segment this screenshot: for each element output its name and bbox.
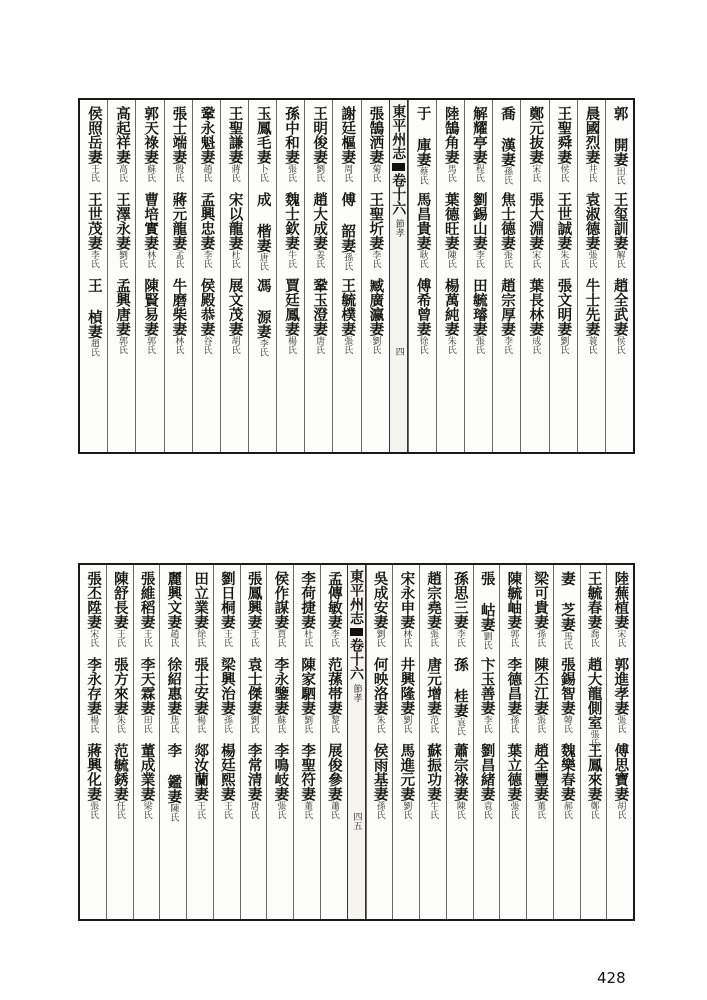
record-entry: 李 鑑妻陳氏 <box>165 743 183 822</box>
text-column <box>361 100 389 452</box>
record-entry: 侯作謀妻賈氏 <box>272 571 290 647</box>
record-entry: 成 楷妻唐氏 <box>254 192 272 271</box>
record-entry: 趙宗厚妻李氏 <box>499 278 517 354</box>
record-entry: 曹培實妻林氏 <box>142 192 160 268</box>
record-entry: 蕭宗祿妻陳氏 <box>451 743 469 819</box>
text-column <box>332 100 360 452</box>
record-entry: 田毓璿妻張氏 <box>470 278 488 354</box>
record-entry: 王 楨妻趙氏 <box>85 278 103 357</box>
gazetteer-title: 東平州志 <box>390 104 407 160</box>
record-entry: 王聖謙妻蔣氏 <box>226 106 244 182</box>
record-entry: 王明俊妻劉氏 <box>311 106 329 182</box>
record-entry: 鞏永魁妻趙氏 <box>198 106 216 182</box>
gazetteer-header <box>389 100 408 452</box>
record-entry: 陳毓岫妻郭氏 <box>505 571 523 647</box>
record-entry: 蘇振功妻牛氏 <box>425 743 443 819</box>
bottom-text-block <box>78 563 635 921</box>
record-entry: 田立業妻徐氏 <box>192 571 210 647</box>
text-column <box>520 100 548 452</box>
record-entry: 王世茂妻李氏 <box>85 192 103 268</box>
text-column <box>492 100 520 452</box>
text-column <box>366 565 393 919</box>
text-column <box>436 100 464 452</box>
record-entry: 劉日桐妻王氏 <box>218 571 236 647</box>
record-entry: 梁可貴妻孫氏 <box>532 571 550 647</box>
record-entry: 魏士欽妻牛氏 <box>282 192 300 268</box>
record-entry: 李聖符妻董氏 <box>299 743 317 819</box>
record-entry: 張丕陞妻宋氏 <box>85 571 103 647</box>
record-entry: 李永鑒妻蘇氏 <box>272 657 290 733</box>
record-entry: 王鳳來妻鄭氏 <box>585 743 603 819</box>
record-entry: 張方來妻朱氏 <box>111 657 129 733</box>
record-entry: 焦士德妻張氏 <box>499 192 517 268</box>
record-entry: 董成業妻梁氏 <box>138 743 156 819</box>
record-entry: 張維稻妻王氏 <box>138 571 156 647</box>
record-entry: 趙大龍側室張氏 <box>585 657 603 748</box>
record-entry: 張士安妻楊氏 <box>192 657 210 733</box>
record-entry: 井興隆妻劉氏 <box>398 657 416 733</box>
record-entry: 喬 漢妻孫氏 <box>499 106 517 185</box>
record-entry: 孟傳敏妻李氏 <box>325 571 343 647</box>
record-entry: 王澤永妻劉氏 <box>114 192 132 268</box>
text-column <box>248 100 276 452</box>
text-column <box>213 565 240 919</box>
volume-label: 卷十六 <box>390 173 407 215</box>
record-entry: 馬昌貴妻耿氏 <box>414 192 432 268</box>
record-entry: 蔣元龍妻孟氏 <box>170 192 188 268</box>
record-entry: 傅思寶妻胡氏 <box>612 743 630 819</box>
text-column <box>293 565 320 919</box>
text-column <box>320 565 347 919</box>
record-entry: 魏樂春妻郝氏 <box>558 743 576 819</box>
record-entry: 鞏玉澄妻唐氏 <box>311 278 329 354</box>
record-entry: 麗興文妻趙氏 <box>165 571 183 647</box>
record-entry: 張鵠洒妻菊氏 <box>367 106 385 182</box>
text-column <box>266 565 293 919</box>
record-entry: 陳賢易妻郭氏 <box>142 278 160 354</box>
text-column <box>473 565 500 919</box>
leaf-number: 四 <box>393 347 404 356</box>
record-entry: 趙宗堯妻張氏 <box>425 571 443 647</box>
text-column <box>164 100 192 452</box>
text-column <box>192 100 220 452</box>
record-entry: 王毓樸妻張氏 <box>339 278 357 354</box>
record-entry: 牛磨柴妻林氏 <box>170 278 188 354</box>
top-text-block <box>78 98 635 454</box>
record-entry: 于 庫妻蔡氏 <box>414 106 432 185</box>
gazetteer-title: 東平州志 <box>348 569 364 625</box>
text-column <box>526 565 553 919</box>
record-entry: 王玺訓妻解氏 <box>611 192 629 268</box>
record-entry: 王聖圻妻李氏 <box>367 192 385 268</box>
record-entry: 陳丕江妻張氏 <box>532 657 550 733</box>
record-entry: 侯雨基妻孫氏 <box>371 743 389 819</box>
record-entry: 高起祥妻高氏 <box>114 106 132 182</box>
record-entry: 孟興唐妻郭氏 <box>114 278 132 354</box>
text-column <box>580 565 607 919</box>
record-entry: 梁興治妻孫氏 <box>218 657 236 733</box>
record-entry: 王毓春妻喬氏 <box>585 571 603 647</box>
text-column <box>276 100 304 452</box>
record-entry: 張大淵妻宋氏 <box>527 192 545 268</box>
record-entry: 晨國烈妻井氏 <box>583 106 601 182</box>
record-entry: 張鳳興妻于氏 <box>245 571 263 647</box>
record-entry: 臧廣瀛妻劉氏 <box>367 278 385 354</box>
text-column <box>133 565 160 919</box>
record-entry: 張錫智妻韓氏 <box>558 657 576 733</box>
record-entry: 袁淑德妻張氏 <box>583 192 601 268</box>
record-entry: 展俊參妻蕭氏 <box>325 743 343 819</box>
text-column <box>606 565 633 919</box>
text-column <box>80 565 106 919</box>
text-column <box>577 100 605 452</box>
record-entry: 劉昌緒妻袁氏 <box>478 743 496 819</box>
record-entry: 郭 開妻田氏 <box>611 106 629 185</box>
record-entry: 葉德旺妻陳氏 <box>442 192 460 268</box>
record-entry: 袁士傑妻劉氏 <box>245 657 263 733</box>
record-entry: 陸蕪植妻宋氏 <box>612 571 630 647</box>
record-entry: 郭天祿妻蘇氏 <box>142 106 160 182</box>
text-column <box>499 565 526 919</box>
record-entry: 牛士先妻蓑氏 <box>583 278 601 354</box>
record-entry: 孫中和妻張氏 <box>282 106 300 182</box>
record-entry: 李永存妻楊氏 <box>85 657 103 733</box>
text-column <box>220 100 248 452</box>
record-entry: 劉錫山妻李氏 <box>470 192 488 268</box>
record-entry: 吳成安妻劉氏 <box>371 571 389 647</box>
text-column <box>553 565 580 919</box>
record-entry: 趙全豐妻董氏 <box>532 743 550 819</box>
record-entry: 鄭元抜妻宋氏 <box>527 106 545 182</box>
record-entry: 宋以龍妻杜氏 <box>226 192 244 268</box>
text-column <box>159 565 186 919</box>
record-entry: 葉立德妻張氏 <box>505 743 523 819</box>
record-entry: 陳家駟妻劉氏 <box>299 657 317 733</box>
record-entry: 孫 桂妻袁氏 <box>451 657 469 736</box>
record-entry: 楊廷熙妻王氏 <box>218 743 236 819</box>
record-entry: 侯殿恭妻谷氏 <box>198 278 216 354</box>
record-entry: 李荷捷妻杜氏 <box>299 571 317 647</box>
record-entry: 王世誠妻朱氏 <box>555 192 573 268</box>
record-entry: 郭進孝妻張氏 <box>612 657 630 733</box>
record-entry: 馮 源妻李氏 <box>254 278 272 357</box>
record-entry: 李常清妻唐氏 <box>245 743 263 819</box>
record-entry: 傅希曾妻徐氏 <box>414 278 432 354</box>
text-column <box>80 100 107 452</box>
text-column <box>135 100 163 452</box>
record-entry: 妻 芝妻馬氏 <box>558 571 576 650</box>
record-entry: 孫思三妻李氏 <box>451 571 469 647</box>
record-entry: 孟興忠妻李氏 <box>198 192 216 268</box>
record-entry: 張文明妻劉氏 <box>555 278 573 354</box>
record-entry: 張 岵妻劉氏 <box>478 571 496 650</box>
record-entry: 王聖舜妻侯氏 <box>555 106 573 182</box>
record-entry: 傅 韶妻孫氏 <box>339 192 357 271</box>
record-entry: 李天霖妻田氏 <box>138 657 156 733</box>
record-entry: 張士端妻殷氏 <box>170 106 188 182</box>
text-column <box>186 565 213 919</box>
record-entry: 侯照岳妻王氏 <box>85 106 103 182</box>
text-column <box>419 565 446 919</box>
record-entry: 徐紹惠妻焦氏 <box>165 657 183 733</box>
text-column <box>106 565 133 919</box>
leaf-number: 四五 <box>351 812 362 830</box>
record-entry: 陸鵠角妻馬氏 <box>442 106 460 182</box>
record-entry: 趙大成妻姜氏 <box>311 192 329 268</box>
page-number: 428 <box>597 969 626 987</box>
record-entry: 玉鳳毛妻卜氏 <box>254 106 272 182</box>
record-entry: 解耀亭妻程氏 <box>470 106 488 182</box>
record-entry: 郯汝蘭妻王氏 <box>192 743 210 819</box>
text-column <box>392 565 419 919</box>
record-entry: 蔣興化妻張氏 <box>85 743 103 819</box>
record-entry: 范蓀帯妻黎氏 <box>325 657 343 733</box>
record-entry: 宋永申妻林氏 <box>398 571 416 647</box>
record-entry: 趙全武妻侯氏 <box>611 278 629 354</box>
record-entry: 賈廷鳳妻楊氏 <box>282 278 300 354</box>
text-column <box>605 100 633 452</box>
record-entry: 楊萬純妻朱氏 <box>442 278 460 354</box>
record-entry: 唐元增妻范氏 <box>425 657 443 733</box>
text-column <box>549 100 577 452</box>
text-column <box>446 565 473 919</box>
volume-label: 卷十六 <box>348 638 364 680</box>
fishtail-mark-icon <box>350 628 363 636</box>
fishtail-mark-icon <box>392 163 405 171</box>
text-column <box>240 565 267 919</box>
record-entry: 謝廷樞妻周氏 <box>339 106 357 182</box>
record-entry: 展文茂妻胡氏 <box>226 278 244 354</box>
record-entry: 李德昌妻孫氏 <box>505 657 523 733</box>
section-label: 節孝 <box>393 219 404 237</box>
section-label: 節孝 <box>351 684 362 702</box>
record-entry: 李鳴岐妻張氏 <box>272 743 290 819</box>
record-entry: 葉長林妻成氏 <box>527 278 545 354</box>
text-column <box>464 100 492 452</box>
gazetteer-header <box>347 565 366 919</box>
record-entry: 陳舒長妻王氏 <box>111 571 129 647</box>
record-entry: 何映洛妻朱氏 <box>371 657 389 733</box>
record-entry: 馬進元妻劉氏 <box>398 743 416 819</box>
record-entry: 范毓銹妻任氏 <box>111 743 129 819</box>
text-column <box>107 100 135 452</box>
text-column <box>304 100 332 452</box>
record-entry: 卞玉善妻李氏 <box>478 657 496 733</box>
text-column <box>408 100 436 452</box>
